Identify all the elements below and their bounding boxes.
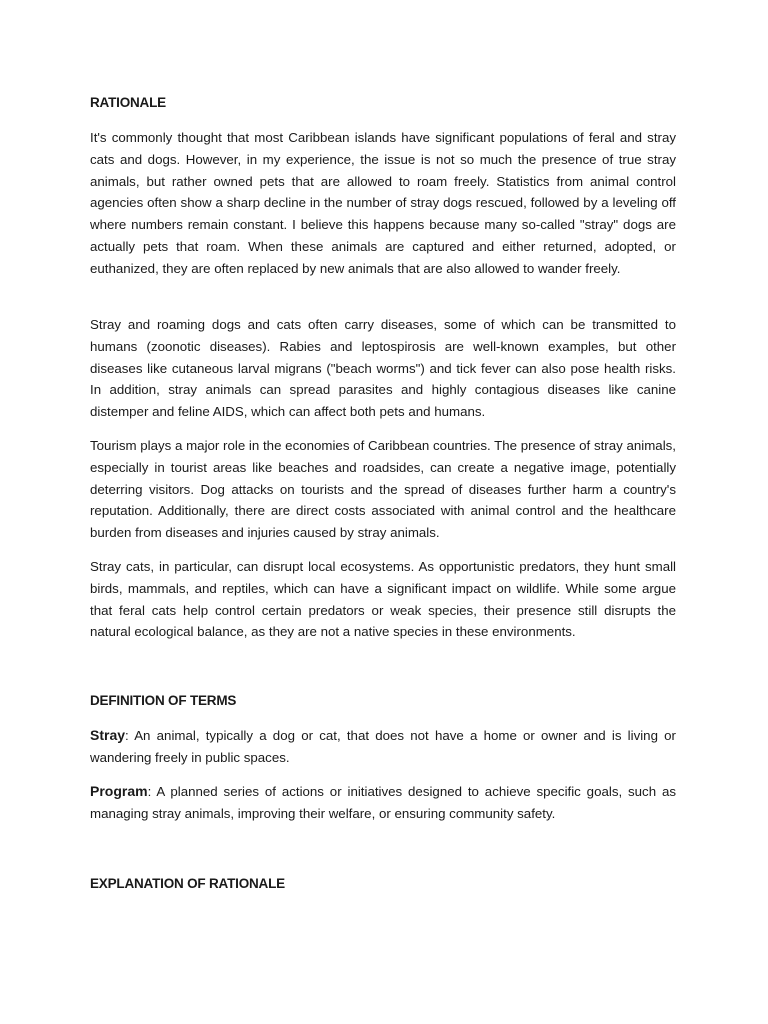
definition-text: : An animal, typically a dog or cat, that does not have a home or owner and is living or wandering freely in public spaces. xyxy=(90,728,676,765)
explanation-heading: EXPLANATION OF RATIONALE xyxy=(90,876,285,891)
definition-program xyxy=(90,781,676,825)
definition-stray xyxy=(90,725,676,769)
definition-text: : A planned series of actions or initiatives designed to achieve specific goals, such as managing stray animals, improving their welfare, or ensuring community safety. xyxy=(90,784,676,821)
definitions-heading: DEFINITION OF TERMS xyxy=(90,693,237,708)
rationale-paragraph-3: Tourism plays a major role in the economies of Caribbean countries. The presence of stray animals, especially in tourist areas like beaches and roadsides, can create a negative image, potentially deterring visitors. Dog attacks on tourists and the spread of diseases further harm a country's reputation. Additionally, there are direct costs associated with animal control and the healthcare burden from diseases and injuries caused by stray animals. xyxy=(90,438,676,541)
rationale-paragraph-4: Stray cats, in particular, can disrupt local ecosystems. As opportunistic predators, they hunt small birds, mammals, and reptiles, which can have a significant impact on wildlife. While some argue that feral cats help control certain predators or weak species, their presence still disrupts the natural ecological balance, as they are not a native species in these environments. xyxy=(90,559,676,640)
rationale-paragraph-1: It's commonly thought that most Caribbean islands have significant populations of feral and stray cats and dogs. However, in my experience, the issue is not so much the presence of true stray animals, but rather owned pets that are allowed to roam freely. Statistics from animal control agencies often show a sharp decline in the number of stray dogs rescued, followed by a leveling off where numbers remain constant. I believe this happens because many so-called "stray" dogs are actually pets that roam. When these animals are captured and either returned, adopted, or euthanized, they are often replaced by new animals that are also allowed to wander freely. xyxy=(90,130,676,276)
definition-term: Program xyxy=(90,783,148,799)
definition-term: Stray xyxy=(90,727,126,743)
rationale-heading: RATIONALE xyxy=(90,95,166,110)
rationale-paragraph-2: Stray and roaming dogs and cats often carry diseases, some of which can be transmitted to humans (zoonotic diseases). Rabies and leptospirosis are well-known examples, but other diseases like cutaneous larval migrans ("beach worms") and tick fever can also pose health risks. In addition, stray animals can spread parasites and highly contagious diseases like canine distemper and feline AIDS, which can affect both pets and humans. xyxy=(90,317,676,420)
